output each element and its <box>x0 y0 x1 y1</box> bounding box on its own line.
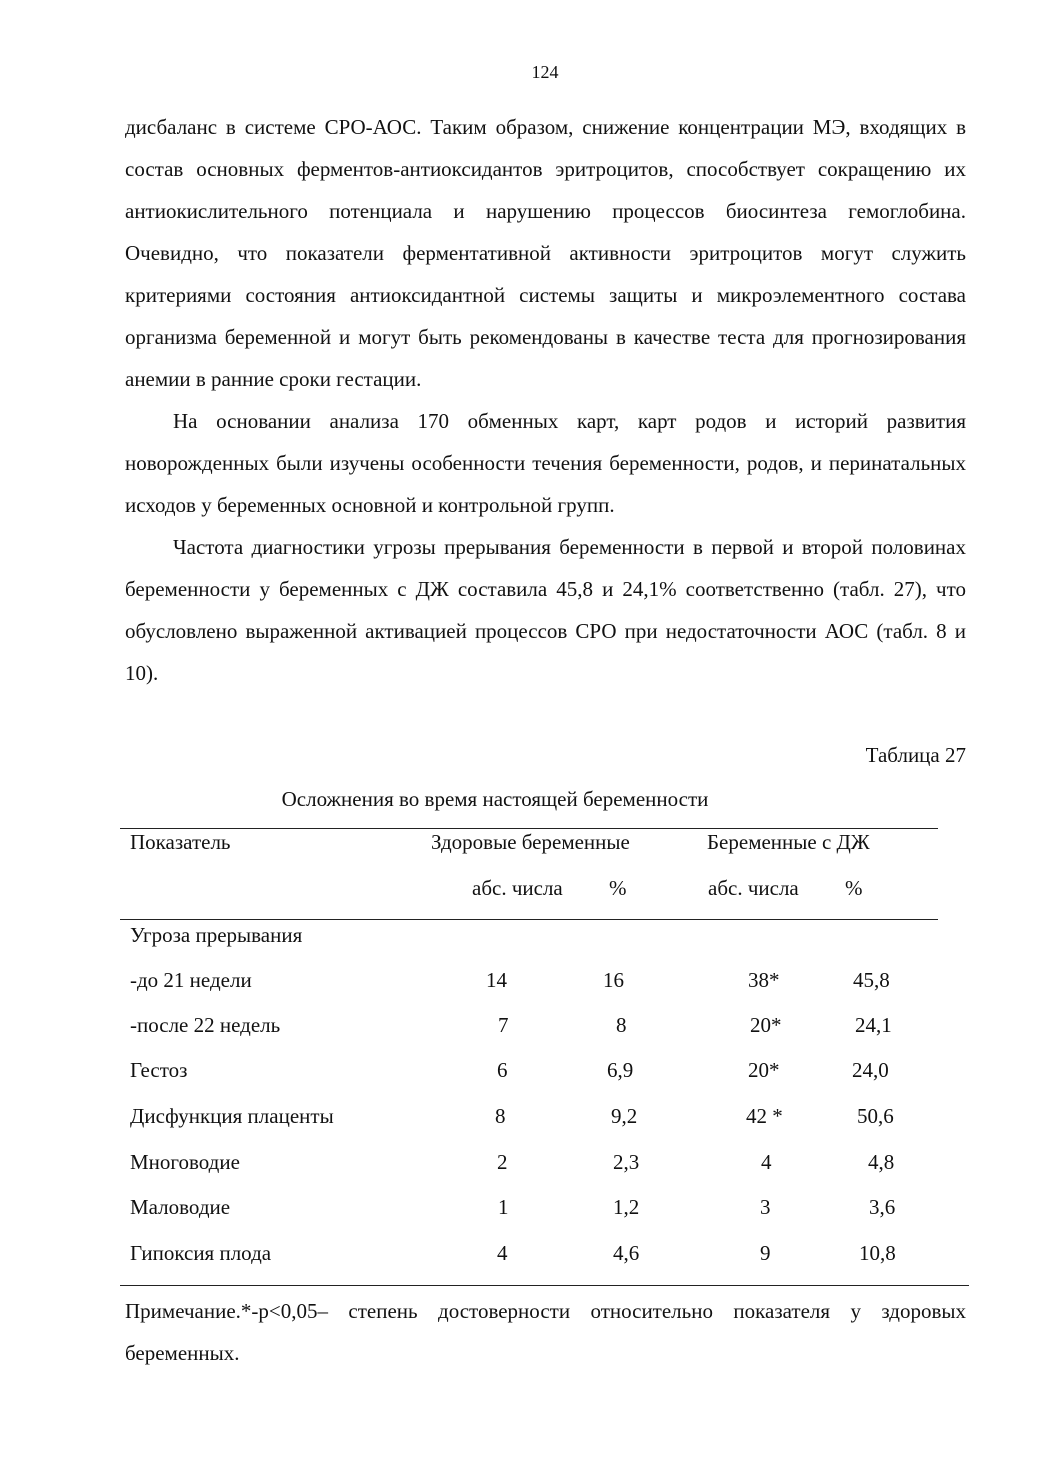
table-top-rule <box>120 828 938 829</box>
paragraph-2: На основании анализа 170 обменных карт, карт родов и историй развития новорожденных были изучены особенности течения беременности, родов, и перинатальных исходов у беременных основной и контрольной групп. <box>125 409 966 517</box>
healthy-abs-value: 14 <box>486 968 507 992</box>
row-label: Маловодие <box>130 1195 231 1219</box>
body-text <box>125 106 966 694</box>
row-label: Угроза прерывания <box>130 923 303 947</box>
subheader-healthy-abs: абс. числа <box>472 876 563 900</box>
healthy-pct-value: 9,2 <box>611 1104 638 1128</box>
paragraph-3: Частота диагностики угрозы прерывания беременности в первой и второй половинах беременности у беременных с ДЖ составила 45,8 и 24,1% соответственно (табл. 27), что обусловлено выраженной активацией процессов СРО при недостаточности АОС (табл. 8 и 10). <box>125 535 966 685</box>
healthy-abs-value: 1 <box>498 1195 509 1219</box>
dj-pct-value: 4,8 <box>868 1150 895 1174</box>
healthy-abs-value: 6 <box>497 1058 508 1082</box>
row-label: Гестоз <box>130 1058 188 1082</box>
table-label: Таблица 27 <box>865 743 966 767</box>
dj-abs-value: 9 <box>760 1241 771 1265</box>
subheader-dj-abs: абс. числа <box>708 876 799 900</box>
dj-abs-value: 42 * <box>746 1104 783 1128</box>
paragraph-1: дисбаланс в системе СРО-АОС. Таким образом, снижение концентрации МЭ, входящих в состав основных ферментов-антиоксидантов эритроцитов, способствует сокращению их антиокислительного потенциала и нарушению процессов биосинтеза гемоглобина. Очевидно, что показатели ферментативной активности эритроцитов могут служить критериями состояния антиоксидантной системы защиты и микроэлементного состава организма беременной и могут быть рекомендованы в качестве теста для прогнозирования анемии в ранние сроки гестации. <box>125 115 966 391</box>
subheader-dj-pct: % <box>845 876 863 900</box>
dj-pct-value: 50,6 <box>857 1104 894 1128</box>
dj-pct-value: 3,6 <box>869 1195 896 1219</box>
healthy-pct-value: 2,3 <box>613 1150 640 1174</box>
healthy-abs-value: 8 <box>495 1104 506 1128</box>
dj-abs-value: 3 <box>760 1195 771 1219</box>
healthy-pct-value: 16 <box>603 968 624 992</box>
healthy-abs-value: 2 <box>497 1150 508 1174</box>
row-label: Гипоксия плода <box>130 1241 272 1265</box>
table-note: Примечание.*-p<0,05– степень достоверности относительно показателя у здоровых беременных. <box>125 1299 966 1365</box>
header-healthy: Здоровые беременные <box>431 830 630 854</box>
healthy-pct-value: 8 <box>616 1013 627 1037</box>
dj-abs-value: 38* <box>748 968 780 992</box>
healthy-pct-value: 1,2 <box>613 1195 640 1219</box>
table-caption: Осложнения во время настоящей беременности <box>281 787 709 811</box>
table-header-rule <box>120 919 938 920</box>
dj-pct-value: 45,8 <box>853 968 890 992</box>
healthy-abs-value: 4 <box>497 1241 508 1265</box>
healthy-abs-value: 7 <box>498 1013 509 1037</box>
dj-pct-value: 24,0 <box>852 1058 889 1082</box>
dj-abs-value: 20* <box>748 1058 780 1082</box>
dj-abs-value: 20* <box>750 1013 782 1037</box>
header-dj: Беременные с ДЖ <box>707 830 870 854</box>
row-label: Многоводие <box>130 1150 240 1174</box>
healthy-pct-value: 4,6 <box>613 1241 640 1265</box>
row-label: -до 21 недели <box>130 968 252 992</box>
healthy-pct-value: 6,9 <box>607 1058 634 1082</box>
dj-pct-value: 10,8 <box>859 1241 896 1265</box>
page-number: 124 <box>531 62 559 82</box>
dj-pct-value: 24,1 <box>855 1013 892 1037</box>
row-label: Дисфункция плаценты <box>130 1104 334 1128</box>
row-label: -после 22 недель <box>130 1013 281 1037</box>
subheader-healthy-pct: % <box>609 876 627 900</box>
header-indicator: Показатель <box>130 830 231 854</box>
dj-abs-value: 4 <box>761 1150 772 1174</box>
table-bottom-rule <box>120 1285 969 1286</box>
